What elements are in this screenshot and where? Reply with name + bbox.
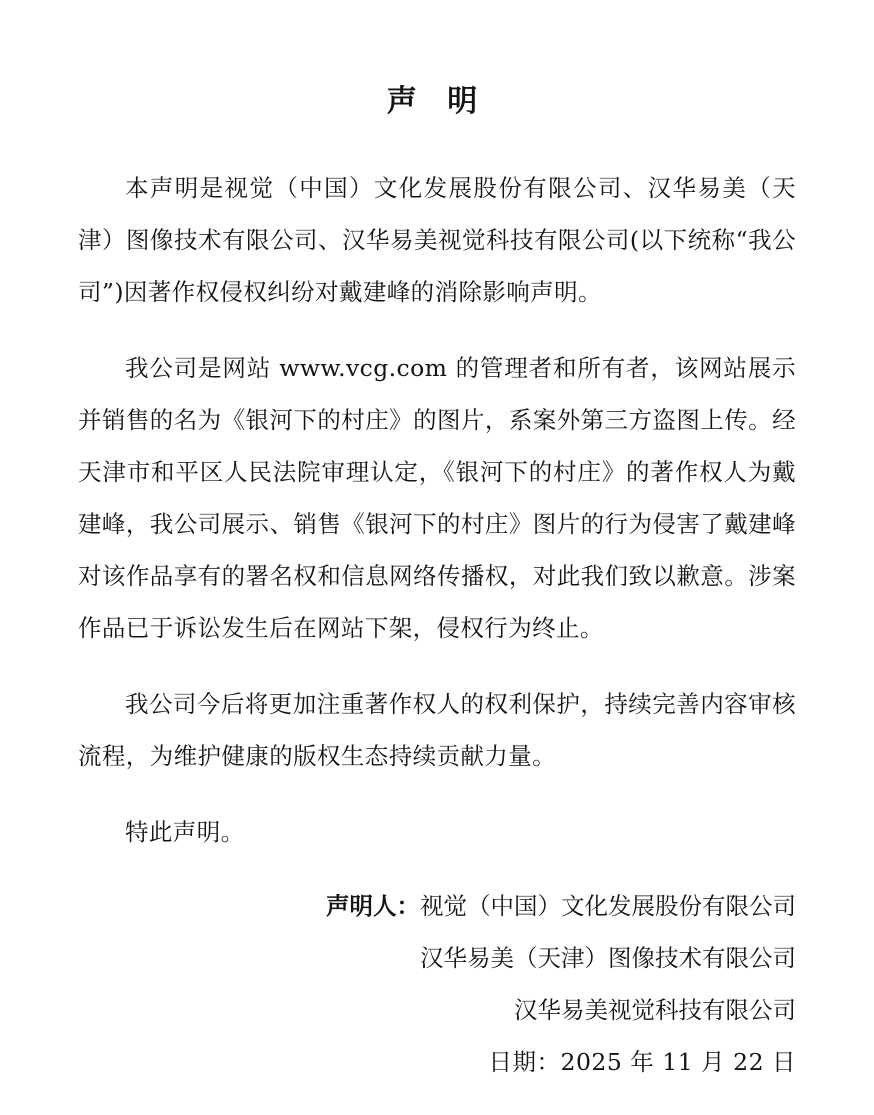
- paragraph-3: 我公司今后将更加注重著作权人的权利保护，持续完善内容审核流程，为维护健康的版权生态持续贡献力量。: [78, 690, 796, 770]
- signature-date: 日期：2025 年 11 月 22 日: [488, 1048, 796, 1076]
- page-title: 声 明: [386, 84, 488, 119]
- paragraph-4: 特此声明。: [125, 818, 245, 846]
- paragraph-2: 我公司是网站 www.vcg.com 的管理者和所有者，该网站展示并销售的名为《银河下的村庄》的图片，系案外第三方盗图上传。经天津市和平区人民法院审理认定，《银河下的村庄》的著作权人为戴建峰，我公司展示、销售《银河下的村庄》图片的行为侵害了戴建峰对该作品享有的署名权和信息网络传播权，对此我们致以歉意。涉案作品已于诉讼发生后在网站下架，侵权行为终止。: [78, 354, 796, 642]
- signatory-entity-1: 视觉（中国）文化发展股份有限公司: [420, 892, 796, 920]
- paragraph-1: 本声明是视觉（中国）文化发展股份有限公司、汉华易美（天津）图像技术有限公司、汉华易美视觉科技有限公司(以下统称“我公司”)因著作权侵权纠纷对戴建峰的消除影响声明。: [78, 174, 796, 306]
- document-body: [78, 162, 796, 858]
- signatory-entity-2: 汉华易美（天津）图像技术有限公司: [420, 944, 796, 972]
- signature-line-1: [78, 880, 796, 932]
- signature-label: 声明人：: [326, 892, 420, 920]
- signature-block: [78, 880, 796, 1088]
- signatory-entity-3: 汉华易美视觉科技有限公司: [514, 996, 796, 1024]
